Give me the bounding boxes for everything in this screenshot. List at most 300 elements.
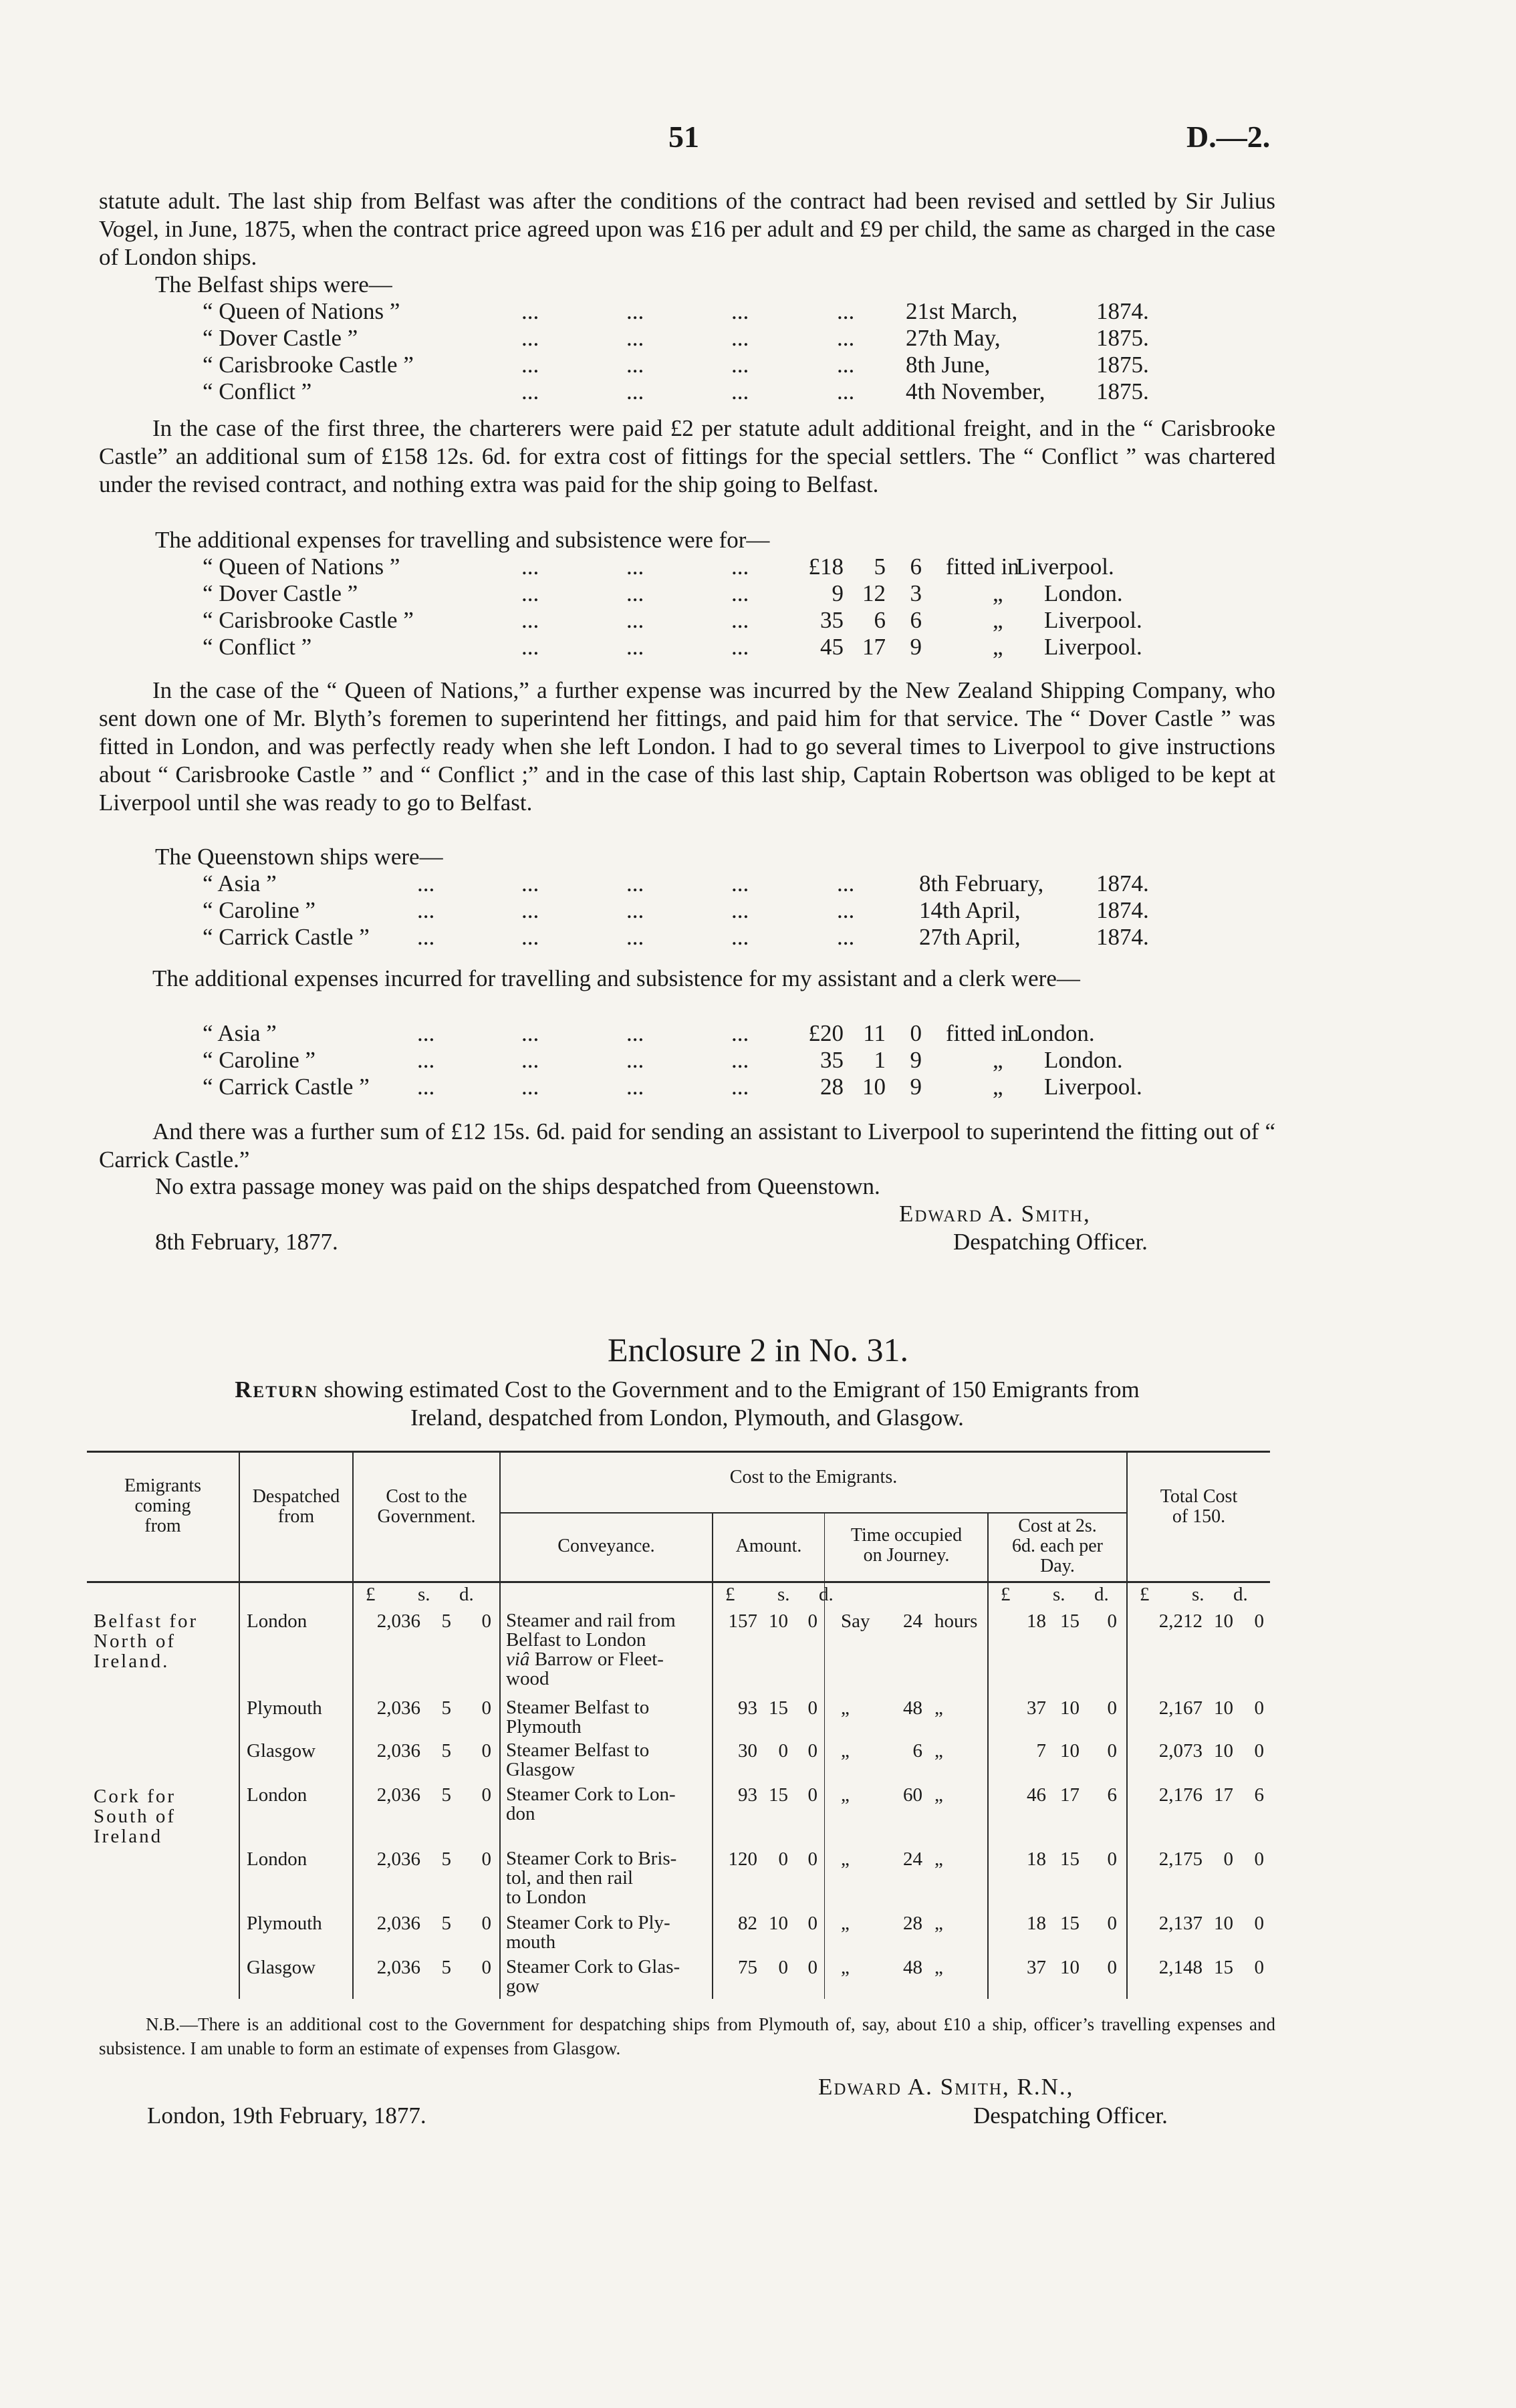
leader-dots: ...: [521, 1020, 539, 1046]
conveyance-line: Steamer and rail from: [506, 1610, 676, 1631]
conveyance-cell: [506, 1785, 707, 1824]
ship-name: “ Queen of Nations ”: [203, 298, 400, 324]
leader-dots: ...: [731, 870, 749, 896]
leader-dots: ...: [417, 897, 435, 923]
govt-pounds-cell: 2,036: [376, 1957, 420, 1978]
amount-pence-cell: 0: [807, 1957, 817, 1978]
conveyance-line: don: [506, 1803, 535, 1824]
unit-pence: d.: [819, 1584, 834, 1605]
list-item: [0, 554, 1516, 580]
govt-pounds-cell: 2,036: [376, 1913, 420, 1934]
ship-name: “ Caroline ”: [203, 897, 316, 923]
govt-pence-cell: 0: [481, 1913, 491, 1934]
amount-pounds: 45: [820, 634, 844, 660]
leader-dots: ...: [626, 897, 644, 923]
total-pounds-cell: 2,148: [1158, 1957, 1203, 1978]
time-prefix-cell: Say: [841, 1610, 870, 1632]
conveyance-line: to London: [506, 1887, 587, 1908]
table-col-rule: [239, 1451, 240, 1999]
leader-dots: ...: [626, 924, 644, 950]
group-label-cork: Cork for South of Ireland: [94, 1786, 176, 1847]
total-shillings-cell: 10: [1214, 1697, 1233, 1719]
return-line-1: showing estimated Cost to the Government and to the Emigrant of 150 Emigrants from: [324, 1376, 1140, 1403]
list-item: [0, 378, 1516, 405]
total-pounds-cell: 2,212: [1158, 1610, 1203, 1632]
paragraph-no-extra-passage: No extra passage money was paid on the ships despatched from Queenstown.: [155, 1173, 880, 1199]
cost-shillings-cell: 15: [1060, 1610, 1080, 1632]
amount-pounds-cell: 75: [738, 1957, 757, 1978]
amount-pounds-cell: 157: [728, 1610, 757, 1632]
total-shillings-cell: 10: [1214, 1913, 1233, 1934]
amount-shillings: 1: [874, 1047, 886, 1073]
amount-pence-cell: 0: [807, 1697, 817, 1719]
table-rule-emigrants-sub: [499, 1512, 1126, 1514]
total-pounds-cell: 2,073: [1158, 1740, 1203, 1762]
govt-pounds-cell: 2,036: [376, 1610, 420, 1632]
amount-shillings-cell: 0: [778, 1848, 788, 1870]
cost-table: [87, 1451, 1270, 1999]
time-prefix-cell: „: [841, 1740, 850, 1762]
cost-pence-cell: 0: [1107, 1697, 1117, 1719]
leader-dots: ...: [626, 634, 644, 660]
paragraph-statute-adult: statute adult. The last ship from Belfast was after the conditions of the contract had been revised and settled by Sir Julius Vogel, in June, 1875, when the contract price agreed upon was £16 per adult and £9 per child, the same as charged in the case of London ships.: [99, 188, 1275, 270]
time-suffix-cell: „: [934, 1848, 943, 1870]
total-shillings-cell: 0: [1223, 1848, 1233, 1870]
total-pence-cell: 0: [1254, 1697, 1264, 1719]
ship-year: 1874.: [1096, 924, 1149, 950]
paragraph-further-sum: And there was a further sum of £12 15s. 6d. paid for sending an assistant to Liverpool to superintend the fitting out of “ Carrick Castle.”: [99, 1118, 1275, 1173]
amount-pence: 3: [910, 580, 922, 606]
fitted-in-label: fitted in: [946, 1020, 1019, 1046]
leader-dots: ...: [626, 580, 644, 606]
list-item: [0, 924, 1516, 951]
ship-year: 1874.: [1096, 870, 1149, 896]
govt-pounds-cell: 2,036: [376, 1784, 420, 1806]
amount-shillings-cell: 0: [778, 1957, 788, 1978]
time-value-cell: 6: [912, 1740, 922, 1762]
expenses-intro: The additional expenses for travelling and subsistence were for—: [155, 527, 770, 553]
time-value-cell: 24: [903, 1610, 922, 1632]
ship-year: 1875.: [1096, 325, 1149, 351]
leader-dots: ...: [521, 607, 539, 633]
leader-dots: ...: [731, 298, 749, 324]
amount-shillings-cell: 10: [769, 1913, 788, 1934]
conveyance-cell: [506, 1849, 707, 1907]
leader-dots: ...: [417, 870, 435, 896]
list-item: [0, 607, 1516, 634]
leader-dots: ...: [417, 1047, 435, 1073]
govt-shillings-cell: 5: [441, 1913, 451, 1934]
ship-year: 1874.: [1096, 298, 1149, 324]
despatched-from-cell: Glasgow: [247, 1740, 316, 1762]
total-pence-cell: 0: [1254, 1848, 1264, 1870]
amount-shillings-cell: 15: [769, 1784, 788, 1806]
despatched-from-cell: Glasgow: [247, 1957, 316, 1978]
amount-shillings: 11: [863, 1020, 886, 1046]
conveyance-line: tol, and then rail: [506, 1867, 634, 1889]
ship-year: 1874.: [1096, 897, 1149, 923]
unit-shillings: s.: [777, 1584, 790, 1605]
queenstown-ships-intro: The Queenstown ships were—: [155, 844, 443, 870]
time-value-cell: 60: [903, 1784, 922, 1806]
amount-shillings-cell: 15: [769, 1697, 788, 1719]
belfast-ships-list: [0, 298, 1516, 405]
queenstown-ships-list: [0, 870, 1516, 951]
amount-pounds-cell: 30: [738, 1740, 757, 1762]
govt-shillings-cell: 5: [441, 1957, 451, 1978]
leader-dots: ...: [521, 1047, 539, 1073]
conveyance-line: Steamer Cork to Lon-: [506, 1784, 676, 1805]
leader-dots: ...: [521, 352, 539, 378]
total-shillings-cell: 17: [1214, 1784, 1233, 1806]
unit-pounds: £: [725, 1584, 735, 1605]
cost-pence-cell: 0: [1107, 1848, 1117, 1870]
leader-dots: ...: [626, 554, 644, 580]
leader-dots: ...: [626, 1020, 644, 1046]
belfast-ships-intro: The Belfast ships were—: [155, 271, 392, 297]
unit-shillings: s.: [1192, 1584, 1205, 1605]
conveyance-cell: [506, 1741, 707, 1780]
leader-dots: ...: [837, 298, 855, 324]
govt-shillings-cell: 5: [441, 1740, 451, 1762]
amount-pence-cell: 0: [807, 1913, 817, 1934]
leader-dots: ...: [417, 1020, 435, 1046]
govt-pence-cell: 0: [481, 1740, 491, 1762]
conveyance-cell: [506, 1913, 707, 1952]
conveyance-line: gow: [506, 1975, 539, 1997]
leader-dots: ...: [837, 870, 855, 896]
amount-shillings-cell: 0: [778, 1740, 788, 1762]
cost-pounds-cell: 18: [1027, 1913, 1046, 1934]
signature-date-1: 8th February, 1877.: [155, 1229, 338, 1255]
amount-shillings: 5: [874, 554, 886, 580]
conveyance-line: Steamer Cork to Glas-: [506, 1956, 680, 1977]
total-shillings-cell: 10: [1214, 1740, 1233, 1762]
amount-pounds-cell: 93: [738, 1784, 757, 1806]
unit-shillings: s.: [418, 1584, 430, 1605]
amount-pounds-cell: 93: [738, 1697, 757, 1719]
leader-dots: ...: [521, 378, 539, 404]
cost-pounds-cell: 18: [1027, 1610, 1046, 1632]
ship-name: “ Caroline ”: [203, 1047, 316, 1073]
total-pence-cell: 0: [1254, 1957, 1264, 1978]
amount-shillings: 12: [862, 580, 886, 606]
conveyance-line: Steamer Cork to Ply-: [506, 1912, 670, 1933]
list-item: [0, 897, 1516, 924]
leader-dots: ...: [837, 378, 855, 404]
fitting-place: Liverpool.: [1044, 1074, 1142, 1100]
amount-pounds: £20: [808, 1020, 844, 1046]
cost-pence-cell: 0: [1107, 1957, 1117, 1978]
unit-pence: d.: [459, 1584, 474, 1605]
ship-date: 27th April,: [919, 924, 1021, 950]
header-time-occupied: Time occupied on Journey.: [850, 1525, 963, 1566]
signature-date-2: London, 19th February, 1877.: [147, 2102, 426, 2129]
amount-pounds-cell: 82: [738, 1913, 757, 1934]
cost-pounds-cell: 18: [1027, 1848, 1046, 1870]
total-shillings-cell: 10: [1214, 1610, 1233, 1632]
fitting-place: London.: [1044, 580, 1123, 606]
list-item: [0, 352, 1516, 378]
time-value-cell: 24: [903, 1848, 922, 1870]
ship-name: “ Queen of Nations ”: [203, 554, 400, 580]
header-cost-per-day: Cost at 2s. 6d. each per Day.: [1011, 1516, 1104, 1576]
cost-shillings-cell: 15: [1060, 1848, 1080, 1870]
cost-shillings-cell: 10: [1060, 1740, 1080, 1762]
cost-pence-cell: 0: [1107, 1610, 1117, 1632]
cost-pence-cell: 0: [1107, 1740, 1117, 1762]
leader-dots: ...: [521, 634, 539, 660]
ship-date: 4th November,: [906, 378, 1045, 404]
time-suffix-cell: hours: [934, 1610, 978, 1632]
list-item: [0, 325, 1516, 352]
total-pounds-cell: 2,137: [1158, 1913, 1203, 1934]
conveyance-cell: [506, 1698, 707, 1737]
paragraph-charterers: In the case of the first three, the charterers were paid £2 per statute adult additional freight, and in the “ Carisbrooke Castle” an additional sum of £158 12s. 6d. for extra cost of fittings for the special settlers. The “ Conflict ” was chartered under the revised contract, and nothing extra was paid for the ship going to Belfast.: [99, 415, 1275, 497]
leader-dots: ...: [626, 870, 644, 896]
conveyance-cell: [506, 1611, 707, 1689]
time-prefix-cell: „: [841, 1913, 850, 1934]
time-value-cell: 48: [903, 1697, 922, 1719]
cost-pounds-cell: 37: [1027, 1697, 1046, 1719]
list-item: [0, 580, 1516, 607]
leader-dots: ...: [731, 1074, 749, 1100]
ditto-mark: „: [993, 1074, 1003, 1100]
ship-name: “ Asia ”: [203, 870, 277, 896]
amount-pence-cell: 0: [807, 1784, 817, 1806]
leader-dots: ...: [521, 580, 539, 606]
unit-pounds: £: [366, 1584, 376, 1605]
leader-dots: ...: [837, 325, 855, 351]
signature-title-2: Despatching Officer.: [973, 2102, 1168, 2129]
ship-name: “ Dover Castle ”: [203, 325, 358, 351]
leader-dots: ...: [731, 325, 749, 351]
leader-dots: ...: [731, 378, 749, 404]
paragraph-queen-of-nations: In the case of the “ Queen of Nations,” a further expense was incurred by the New Zealand Shipping Company, who sent down one of Mr. Blyth’s foremen to superintend her fittings, and paid him for that service. The “ Dover Castle ” was fitted in London, and was perfectly ready when she left London. I had to go several times to Liverpool to give instructions about “ Carisbrooke Castle ” and “ Conflict ;” and in the case of this last ship, Captain Robertson was obliged to be kept at Liverpool until she was ready to go to Belfast.: [99, 677, 1275, 816]
list-item: [0, 1074, 1516, 1100]
amount-shillings-cell: 10: [769, 1610, 788, 1632]
ship-name: “ Conflict ”: [203, 634, 312, 660]
ship-date: 8th February,: [919, 870, 1044, 896]
time-value-cell: 28: [903, 1913, 922, 1934]
amount-pence-cell: 0: [807, 1740, 817, 1762]
leader-dots: ...: [521, 870, 539, 896]
header-cost-emigrants: Cost to the Emigrants.: [729, 1467, 898, 1487]
time-prefix-cell: „: [841, 1957, 850, 1978]
unit-pounds: £: [1140, 1584, 1150, 1605]
amount-pounds: £18: [808, 554, 844, 580]
amount-shillings: 17: [862, 634, 886, 660]
cost-shillings-cell: 10: [1060, 1957, 1080, 1978]
cost-pence-cell: 6: [1107, 1784, 1117, 1806]
amount-pence-cell: 0: [807, 1848, 817, 1870]
ship-name: “ Carisbrooke Castle ”: [203, 607, 414, 633]
time-suffix-cell: „: [934, 1740, 943, 1762]
govt-pence-cell: 0: [481, 1697, 491, 1719]
leader-dots: ...: [731, 924, 749, 950]
paragraph-assistant-clerk: The additional expenses incurred for travelling and subsistence for my assistant and a clerk were—: [152, 965, 1080, 991]
queenstown-expenses-list: [0, 1020, 1516, 1100]
cost-shillings-cell: 10: [1060, 1697, 1080, 1719]
amount-pence: 6: [910, 607, 922, 633]
total-pounds-cell: 2,176: [1158, 1784, 1203, 1806]
time-prefix-cell: „: [841, 1784, 850, 1806]
ditto-mark: „: [993, 580, 1003, 606]
leader-dots: ...: [731, 634, 749, 660]
despatched-from-cell: Plymouth: [247, 1697, 322, 1719]
amount-pounds: 35: [820, 607, 844, 633]
total-pounds-cell: 2,175: [1158, 1848, 1203, 1870]
fitting-place: Liverpool.: [1044, 634, 1142, 660]
amount-shillings: 6: [874, 607, 886, 633]
time-prefix-cell: „: [841, 1697, 850, 1719]
ditto-mark: „: [993, 1047, 1003, 1073]
govt-shillings-cell: 5: [441, 1848, 451, 1870]
amount-pence: 0: [910, 1020, 922, 1046]
govt-shillings-cell: 5: [441, 1784, 451, 1806]
amount-pounds: 28: [820, 1074, 844, 1100]
list-item: [0, 870, 1516, 897]
header-cost-government: Cost to the Government.: [377, 1486, 476, 1527]
enclosure-title: Enclosure 2 in No. 31.: [608, 1331, 908, 1368]
list-item: [0, 634, 1516, 660]
conveyance-line: Steamer Belfast to: [506, 1739, 650, 1761]
fitting-place: Liverpool.: [1044, 607, 1142, 633]
table-note: N.B.—There is an additional cost to the Government for despatching ships from Plymouth of, say, about £10 a ship, officer’s travelling expenses and subsistence. I am unable to form an estimate of expenses from Glasgow.: [99, 2014, 1275, 2058]
signature-name-2: Edward A. Smith, R.N.,: [818, 2074, 1074, 2100]
govt-pounds-cell: 2,036: [376, 1848, 420, 1870]
header-despatched-from: Despatched from: [252, 1486, 340, 1527]
leader-dots: ...: [417, 924, 435, 950]
ship-name: “ Conflict ”: [203, 378, 312, 404]
conveyance-line: wood: [506, 1668, 549, 1689]
unit-pence: d.: [1233, 1584, 1248, 1605]
amount-pence: 6: [910, 554, 922, 580]
time-prefix-cell: „: [841, 1848, 850, 1870]
fitting-place: Liverpool.: [1016, 554, 1114, 580]
signature-name-1: Edward A. Smith,: [899, 1201, 1091, 1227]
govt-pounds-cell: 2,036: [376, 1740, 420, 1762]
ship-name: “ Asia ”: [203, 1020, 277, 1046]
total-shillings-cell: 15: [1214, 1957, 1233, 1978]
ship-name: “ Carisbrooke Castle ”: [203, 352, 414, 378]
amount-pounds: 35: [820, 1047, 844, 1073]
table-col-rule: [499, 1451, 501, 1999]
conveyance-line: Steamer Cork to Bris-: [506, 1848, 677, 1869]
leader-dots: ...: [731, 1020, 749, 1046]
conveyance-line: mouth: [506, 1931, 556, 1953]
conveyance-line: Plymouth: [506, 1716, 582, 1737]
ship-date: 27th May,: [906, 325, 1001, 351]
total-pence-cell: 0: [1254, 1913, 1264, 1934]
fitting-place: London.: [1044, 1047, 1123, 1073]
amount-pence-cell: 0: [807, 1610, 817, 1632]
page-number: 51: [668, 120, 699, 154]
header-total-cost: Total Cost of 150.: [1160, 1486, 1238, 1527]
amount-pence: 9: [910, 1074, 922, 1100]
conveyance-cell: [506, 1957, 707, 1996]
despatched-from-cell: London: [247, 1784, 307, 1806]
despatched-from-cell: London: [247, 1610, 307, 1632]
govt-pence-cell: 0: [481, 1784, 491, 1806]
leader-dots: ...: [837, 897, 855, 923]
cost-pounds-cell: 46: [1027, 1784, 1046, 1806]
list-item: [0, 1047, 1516, 1074]
amount-pounds: 9: [832, 580, 844, 606]
despatched-from-cell: London: [247, 1848, 307, 1870]
amount-pence: 9: [910, 634, 922, 660]
total-pence-cell: 0: [1254, 1610, 1264, 1632]
time-suffix-cell: „: [934, 1957, 943, 1978]
govt-pence-cell: 0: [481, 1957, 491, 1978]
cost-pence-cell: 0: [1107, 1913, 1117, 1934]
leader-dots: ...: [626, 352, 644, 378]
conveyance-line: Belfast to London: [506, 1629, 646, 1651]
govt-pence-cell: 0: [481, 1610, 491, 1632]
leader-dots: ...: [837, 352, 855, 378]
cost-pounds-cell: 7: [1036, 1740, 1046, 1762]
signature-title-1: Despatching Officer.: [953, 1229, 1148, 1255]
despatched-from-cell: Plymouth: [247, 1913, 322, 1934]
document-reference: D.—2.: [1186, 120, 1271, 154]
cost-pounds-cell: 37: [1027, 1957, 1046, 1978]
cost-shillings-cell: 15: [1060, 1913, 1080, 1934]
leader-dots: ...: [731, 580, 749, 606]
table-rule-top: [87, 1451, 1270, 1453]
list-item: [0, 298, 1516, 325]
table-rule-header-bottom: [87, 1581, 1270, 1583]
leader-dots: ...: [837, 924, 855, 950]
leader-dots: ...: [731, 1047, 749, 1073]
leader-dots: ...: [626, 298, 644, 324]
ditto-mark: „: [993, 607, 1003, 633]
belfast-expenses-list: [0, 554, 1516, 660]
leader-dots: ...: [731, 607, 749, 633]
ship-date: 14th April,: [919, 897, 1021, 923]
leader-dots: ...: [626, 1074, 644, 1100]
ship-year: 1875.: [1096, 378, 1149, 404]
ship-name: “ Carrick Castle ”: [203, 924, 370, 950]
time-suffix-cell: „: [934, 1913, 943, 1934]
total-pounds-cell: 2,167: [1158, 1697, 1203, 1719]
leader-dots: ...: [731, 554, 749, 580]
govt-pence-cell: 0: [481, 1848, 491, 1870]
govt-pounds-cell: 2,036: [376, 1697, 420, 1719]
govt-shillings-cell: 5: [441, 1697, 451, 1719]
leader-dots: ...: [417, 1074, 435, 1100]
leader-dots: ...: [626, 607, 644, 633]
conveyance-line: Glasgow: [506, 1759, 576, 1780]
header-emigrants-from: Emigrants coming from: [124, 1475, 202, 1536]
leader-dots: ...: [521, 325, 539, 351]
leader-dots: ...: [626, 1047, 644, 1073]
leader-dots: ...: [521, 897, 539, 923]
ditto-mark: „: [993, 634, 1003, 660]
ship-name: “ Dover Castle ”: [203, 580, 358, 606]
fitting-place: London.: [1016, 1020, 1095, 1046]
leader-dots: ...: [521, 554, 539, 580]
unit-pence: d.: [1094, 1584, 1109, 1605]
ship-date: 8th June,: [906, 352, 991, 378]
return-line-2: Ireland, despatched from London, Plymouth, and Glasgow.: [410, 1405, 964, 1431]
list-item: [0, 1020, 1516, 1047]
leader-dots: ...: [521, 298, 539, 324]
amount-pence: 9: [910, 1047, 922, 1073]
leader-dots: ...: [521, 924, 539, 950]
leader-dots: ...: [626, 325, 644, 351]
fitted-in-label: fitted in: [946, 554, 1019, 580]
govt-shillings-cell: 5: [441, 1610, 451, 1632]
